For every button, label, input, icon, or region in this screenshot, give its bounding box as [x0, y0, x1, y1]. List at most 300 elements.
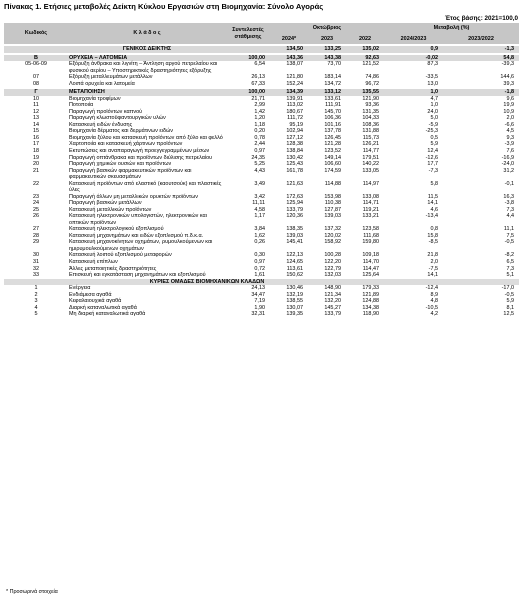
row-change-2024-2023: -12,6	[425, 154, 439, 161]
row-value-2023: 121,28	[324, 141, 341, 148]
row-change-2023-2022: 5,9	[506, 298, 515, 305]
row-change-2023-2022: 54,8	[443, 55, 519, 62]
header-sector: Κ λ ά δ ο ς	[68, 23, 226, 44]
row-change-2024-2023: 5,9	[430, 141, 439, 148]
row-value-2022: 114,77	[362, 147, 380, 154]
row-code: 16	[32, 134, 40, 141]
row-label: Ενέργεια	[69, 285, 91, 292]
row-value-2023: 120,02	[324, 232, 341, 239]
row-change-2024-2023: 5,0	[430, 115, 439, 122]
row-weight: 2,99	[254, 102, 265, 109]
row-value-2022: 115,73	[362, 134, 380, 141]
row-weight: 1,62	[254, 232, 265, 239]
row-change-2023-2022: 9,6	[506, 95, 515, 102]
row-code: 33	[32, 272, 40, 279]
header-change: Μεταβολή (%)	[384, 23, 519, 34]
row-change-2024-2023: 87,3	[427, 61, 439, 68]
row-code: 11	[33, 102, 39, 109]
row-change-2023-2022: 9,3	[506, 134, 515, 141]
row-label: Χαρτοποιία και κατασκευή χάρτινων προϊόντων	[69, 141, 183, 148]
row-label: Μη διαρκή καταναλωτικά αγαθά	[69, 311, 146, 318]
header-change-2023-2022: 2023/2022	[443, 34, 519, 44]
row-value-2024: 125,43	[286, 161, 303, 168]
row-change-2023-2022: -6,6	[504, 121, 515, 128]
row-change-2024-2023: 1,0	[430, 102, 439, 109]
row-label: Παραγωγή κλωστοϋφαντουργικών υλών	[69, 115, 166, 122]
row-weight: 1,42	[254, 108, 265, 115]
row-value-2022: 179,33	[362, 285, 380, 292]
row-code: 29	[32, 239, 40, 246]
row-change-2024-2023: 0,8	[430, 226, 439, 233]
row-value-2022: 108,36	[362, 121, 380, 128]
row-value-2023: 121,34	[324, 291, 341, 298]
row-value-2024: 161,78	[286, 167, 303, 174]
general-index-change-2: -1,3	[443, 46, 519, 53]
row-weight: 4,58	[254, 206, 265, 213]
row-label: Εξόρυξη άνθρακα και λιγνίτη – Άντληση αργού πετρελαίου και φυσικού αερίου – Υποστηρικτικές δραστηριότητες εξόρυξης	[69, 61, 218, 74]
table-row	[4, 61, 519, 74]
row-change-2023-2022: -0,1	[504, 180, 515, 187]
row-value-2023: 110,38	[324, 200, 341, 207]
row-value-2023: 174,59	[324, 167, 341, 174]
row-change-2024-2023: 4,8	[430, 298, 439, 305]
row-value-2024: 139,03	[286, 232, 303, 239]
row-change-2023-2022: 31,2	[503, 167, 515, 174]
row-value-2024: 172,63	[286, 193, 303, 200]
row-label: ΟΡΥΧΕΙΑ – ΛΑΤΟΜΕΙΑ	[68, 55, 226, 62]
row-weight: 67,33	[251, 80, 265, 87]
row-change-2023-2022: 39,3	[503, 80, 515, 87]
row-label: Βιομηχανία ξύλου και κατασκευή προϊόντων από ξύλο και φελλό	[69, 134, 223, 141]
row-value-2023: 149,14	[324, 154, 341, 161]
row-value-2023: 148,90	[324, 285, 341, 292]
row-code: 21	[32, 167, 40, 174]
row-change-2023-2022: 144,6	[500, 74, 515, 81]
row-change-2023-2022: 7,3	[506, 206, 515, 213]
row-change-2023-2022: 7,6	[506, 147, 515, 154]
row-value-2023: 133,79	[324, 311, 341, 318]
row-label: Παραγωγή άλλων μη μεταλλικών ορυκτών προϊόντων	[69, 193, 198, 200]
header-year-2024: 2024*	[270, 34, 308, 44]
row-weight: 6,54	[254, 61, 265, 68]
row-weight: 11,11	[252, 200, 265, 207]
row-code: Γ	[4, 89, 68, 96]
row-value-2023: 123,52	[324, 147, 341, 154]
row-weight: 0,97	[254, 259, 265, 265]
row-code: 31	[32, 259, 40, 265]
row-weight: 3,84	[254, 226, 265, 233]
row-label: Κατασκευή λοιπού εξοπλισμού μεταφορών	[69, 252, 172, 259]
row-change-2023-2022: -8,2	[504, 252, 515, 259]
row-value-2023: 133,12	[308, 89, 346, 96]
row-value-2022: 121,89	[362, 291, 380, 298]
row-weight: 0,20	[254, 128, 265, 135]
row-weight: 1,20	[254, 115, 265, 122]
row-value-2023: 139,03	[324, 213, 341, 220]
row-change-2024-2023: 12,4	[427, 147, 439, 154]
row-weight: 3,49	[254, 180, 265, 187]
row-value-2023: 158,92	[324, 239, 341, 246]
row-value-2022: 114,47	[362, 265, 380, 272]
table-row	[4, 239, 519, 252]
row-code: 20	[32, 161, 40, 168]
row-change-2024-2023: 11,5	[427, 193, 439, 200]
row-change-2024-2023: 24,0	[427, 108, 439, 115]
row-change-2023-2022: 2,0	[506, 115, 515, 122]
row-change-2024-2023: -13,4	[425, 213, 439, 220]
row-value-2022: 133,05	[362, 167, 380, 174]
row-value-2023: 145,27	[324, 304, 341, 311]
row-value-2024: 130,07	[286, 304, 303, 311]
row-value-2022: 123,58	[362, 226, 380, 233]
row-value-2022: 118,90	[362, 311, 380, 318]
row-code: 27	[32, 226, 40, 233]
row-value-2024: 138,55	[286, 298, 303, 305]
row-weight: 4,43	[254, 167, 265, 174]
row-change-2024-2023: -12,4	[425, 285, 439, 292]
row-label: Κατασκευή μηχανοκίνητων οχημάτων, ρυμουλκούμενων και ημιρυμουλκούμενων οχημάτων	[69, 239, 213, 252]
row-change-2024-2023: -10,5	[425, 304, 439, 311]
row-value-2023: 73,70	[327, 61, 341, 68]
row-change-2023-2022: 8,1	[506, 304, 515, 311]
row-label: ΜΕΤΑΠΟΙΗΣΗ	[68, 89, 226, 96]
row-change-2024-2023: 21,8	[427, 252, 439, 259]
row-value-2023: 143,38	[308, 55, 346, 62]
row-change-2024-2023: 14,1	[427, 200, 439, 207]
row-value-2022: 131,35	[362, 108, 380, 115]
footnote: * Προσωρινά στοιχεία	[6, 589, 58, 595]
turnover-table	[4, 23, 519, 318]
row-change-2024-2023: 4,6	[430, 206, 439, 213]
row-change-2023-2022: 5,1	[506, 272, 515, 279]
row-change-2023-2022: -3,9	[504, 141, 515, 148]
row-code: 13	[32, 115, 40, 122]
row-code: 26	[32, 213, 40, 220]
row-change-2024-2023: 5,8	[430, 180, 439, 187]
row-change-2024-2023: -8,5	[428, 239, 439, 246]
row-weight: 26,13	[251, 74, 265, 81]
row-label: Κατασκευή επίπλων	[69, 259, 118, 265]
row-label: Βιομηχανία τροφίμων	[69, 95, 121, 102]
row-value-2022: 126,21	[362, 141, 380, 148]
row-code: 17	[32, 141, 40, 148]
row-value-2023: 122,79	[324, 265, 341, 272]
general-index-2022: 135,02	[346, 46, 384, 53]
base-year-note: Έτος βάσης: 2021=100,0	[444, 15, 518, 22]
header-year-2022: 2022	[346, 34, 384, 44]
row-label: Παραγωγή οπτάνθρακα και προϊόντων διύλισης πετρελαίου	[69, 154, 213, 161]
table-row	[4, 213, 519, 226]
row-value-2024: 113,61	[286, 265, 303, 272]
row-value-2024: 121,80	[286, 74, 303, 81]
row-change-2023-2022: 7,5	[506, 232, 515, 239]
row-code: 10	[32, 95, 40, 102]
row-value-2023: 153,98	[324, 193, 341, 200]
row-value-2024: 127,12	[286, 134, 303, 141]
general-index-label: ΓΕΝΙΚΟΣ ΔΕΙΚΤΗΣ	[68, 46, 226, 53]
row-value-2023: 106,60	[324, 161, 341, 168]
row-value-2022: 124,88	[362, 298, 380, 305]
row-value-2024: 138,84	[286, 147, 303, 154]
row-change-2023-2022: 12,5	[503, 311, 515, 318]
row-value-2024: 102,94	[286, 128, 303, 135]
row-label: Ενδιάμεσα αγαθά	[69, 291, 112, 298]
row-weight: 24,35	[251, 154, 265, 161]
row-value-2024: 113,02	[286, 102, 303, 109]
row-change-2023-2022: 7,3	[506, 265, 515, 272]
row-value-2022: 121,52	[362, 61, 380, 68]
row-label: Διαρκή καταναλωτικά αγαθά	[69, 304, 137, 311]
row-weight: 1,17	[254, 213, 265, 220]
row-value-2024: 134,39	[270, 89, 308, 96]
row-change-2024-2023: -7,3	[428, 167, 439, 174]
row-weight: 0,30	[254, 252, 265, 259]
row-weight: 7,19	[254, 298, 265, 305]
row-change-2024-2023: 1,0	[384, 89, 443, 96]
row-value-2024: 138,07	[286, 61, 303, 68]
row-code: 15	[32, 128, 40, 135]
row-value-2024: 124,65	[286, 259, 303, 265]
row-change-2024-2023: -7,5	[428, 265, 439, 272]
row-value-2022: 114,97	[362, 180, 380, 187]
row-label: Παραγωγή βασικών μετάλλων	[69, 200, 142, 207]
row-value-2023: 122,20	[324, 259, 341, 265]
row-code: 5	[34, 311, 38, 318]
row-change-2023-2022: -0,5	[504, 291, 515, 298]
row-value-2024: 152,24	[286, 80, 303, 87]
row-label: Κεφαλαιουχικά αγαθά	[69, 298, 122, 305]
row-code: 19	[32, 154, 40, 161]
row-value-2022: 134,38	[362, 304, 380, 311]
row-value-2022: 133,08	[362, 193, 380, 200]
row-label: Παραγωγή βασικών φαρμακευτικών προϊόντων και φαρμακευτικών σκευασμάτων	[69, 167, 192, 181]
row-change-2023-2022: 4,5	[506, 128, 515, 135]
row-change-2023-2022: -0,5	[504, 239, 515, 246]
row-code: 18	[32, 147, 40, 154]
row-value-2022: 140,22	[362, 161, 380, 168]
row-code: 32	[32, 265, 40, 272]
row-weight: 3,42	[254, 193, 265, 200]
row-value-2022: 125,64	[362, 272, 380, 279]
header-change-2024-2023: 2024/2023	[384, 34, 443, 44]
row-code: 23	[32, 193, 40, 200]
row-code: B	[4, 55, 68, 62]
row-value-2022: 119,21	[362, 206, 380, 213]
header-weights: Συντελεστές στάθμισης	[226, 23, 270, 44]
row-label: Εξόρυξη μεταλλευμάτων μετάλλων	[69, 74, 153, 81]
row-value-2024: 139,35	[286, 311, 303, 318]
row-weight: 0,72	[254, 265, 265, 272]
row-change-2024-2023: 4,2	[430, 311, 439, 318]
row-weight: 24,13	[251, 285, 265, 292]
row-value-2024: 121,63	[286, 180, 303, 187]
row-value-2023: 106,36	[324, 115, 341, 122]
row-change-2023-2022: 10,9	[503, 108, 515, 115]
row-value-2022: 114,71	[362, 200, 380, 207]
row-weight: 21,71	[251, 95, 265, 102]
row-value-2024: 180,67	[286, 108, 303, 115]
row-change-2023-2022: -3,8	[504, 200, 515, 207]
row-value-2023: 134,72	[324, 80, 341, 87]
row-change-2023-2022: 19,9	[503, 102, 515, 109]
row-label: Κατασκευή ηλεκτρονικών υπολογιστών, ηλεκτρονικών και οπτικών προϊόντων	[69, 213, 207, 226]
row-label: Εκτυπώσεις και αναπαραγωγή προεγγεγραμμένων μέσων	[69, 147, 210, 154]
row-value-2022: 179,51	[362, 154, 380, 161]
row-change-2023-2022: -16,9	[501, 154, 515, 161]
row-value-2022: 74,86	[365, 74, 380, 81]
row-code: 14	[32, 121, 40, 128]
row-change-2023-2022: 6,5	[506, 259, 515, 265]
row-value-2022: 111,68	[363, 232, 380, 239]
row-change-2024-2023: 14,1	[427, 272, 439, 279]
row-change-2024-2023: 13,0	[427, 80, 439, 87]
row-code: 28	[32, 232, 40, 239]
row-code: 25	[32, 206, 40, 213]
row-weight: 5,25	[254, 161, 265, 168]
row-code: 07	[32, 74, 40, 81]
row-change-2023-2022: -17,0	[501, 285, 515, 292]
row-value-2024: 128,38	[286, 141, 303, 148]
row-weight: 1,90	[254, 304, 265, 311]
row-label: Άλλες μεταποιητικές δραστηριότητες	[69, 265, 157, 272]
row-value-2022: 109,18	[362, 252, 380, 259]
row-value-2022: 92,63	[346, 55, 384, 62]
row-change-2024-2023: 0,5	[430, 134, 439, 141]
row-change-2023-2022: -39,3	[501, 61, 515, 68]
row-value-2024: 138,35	[286, 226, 303, 233]
row-value-2022: 121,90	[362, 95, 380, 102]
row-weight: 100,00	[226, 89, 270, 96]
row-value-2022: 159,80	[362, 239, 380, 246]
row-weight: 2,44	[254, 141, 265, 148]
row-value-2022: 135,55	[346, 89, 384, 96]
row-value-2023: 137,78	[324, 128, 341, 135]
row-value-2024: 150,62	[286, 272, 303, 279]
row-weight: 0,78	[254, 134, 265, 141]
row-change-2024-2023: 8,9	[430, 291, 439, 298]
row-value-2023: 100,28	[324, 252, 341, 259]
row-label: Κατασκευή ηλεκτρολογικού εξοπλισμού	[69, 226, 164, 233]
row-change-2024-2023: 15,8	[427, 232, 439, 239]
row-value-2024: 133,79	[286, 206, 303, 213]
row-value-2023: 145,70	[324, 108, 341, 115]
row-change-2024-2023: -5,9	[428, 121, 439, 128]
row-weight: 34,47	[251, 291, 265, 298]
row-change-2024-2023: -33,5	[425, 74, 439, 81]
groups-title: ΚΥΡΙΕΣ ΟΜΑΔΕΣ ΒΙΟΜΗΧΑΝΙΚΩΝ ΚΛΑΔΩΝ	[68, 279, 346, 286]
row-value-2023: 114,88	[324, 180, 341, 187]
row-weight: 0,97	[254, 147, 265, 154]
row-label: Επισκευή και εγκατάσταση μηχανημάτων και εξοπλισμού	[69, 272, 206, 279]
row-weight: 0,26	[254, 239, 265, 246]
row-value-2022: 133,21	[362, 213, 380, 220]
header-year-2023: 2023	[308, 34, 346, 44]
table-row	[4, 181, 519, 194]
table-row	[4, 311, 519, 318]
row-code: 22	[32, 180, 40, 187]
row-value-2024: 143,36	[270, 55, 308, 62]
row-code: 1	[34, 285, 38, 292]
row-change-2024-2023: 2,0	[430, 259, 439, 265]
row-value-2024: 111,72	[287, 115, 303, 122]
row-value-2024: 122,13	[286, 252, 303, 259]
row-change-2023-2022: -1,8	[443, 89, 519, 96]
row-label: Κατασκευή προϊόντων από ελαστικό (καουτσούκ) και πλαστικές ύλες	[69, 180, 222, 194]
row-change-2023-2022: -24,0	[501, 161, 515, 168]
row-label: Ποτοποιία	[69, 102, 94, 109]
row-change-2023-2022: 4,4	[506, 213, 515, 220]
row-change-2024-2023: -25,3	[425, 128, 439, 135]
row-value-2023: 137,32	[324, 226, 341, 233]
row-code: 12	[32, 108, 40, 115]
row-label: Κατασκευή μηχανημάτων και ειδών εξοπλισμού π.δ.κ.α.	[69, 232, 204, 239]
row-value-2023: 133,61	[324, 95, 341, 102]
row-label: Κατασκευή μεταλλικών προϊόντων	[69, 206, 152, 213]
row-code: 30	[32, 252, 40, 259]
row-value-2023: 111,91	[325, 102, 341, 109]
header-row	[4, 23, 519, 34]
row-value-2024: 139,91	[286, 95, 303, 102]
row-code: 05-06-09	[25, 61, 47, 68]
row-value-2024: 145,41	[286, 239, 303, 246]
row-code: 08	[32, 80, 40, 87]
row-change-2024-2023: 4,7	[430, 95, 439, 102]
row-value-2022: 104,33	[362, 115, 380, 122]
row-change-2023-2022: 16,3	[503, 193, 515, 200]
row-value-2024: 130,46	[286, 285, 303, 292]
row-code: 24	[32, 200, 40, 207]
table-row	[4, 168, 519, 181]
row-change-2024-2023: 17,7	[427, 161, 439, 168]
row-weight: 1,61	[254, 272, 265, 279]
row-label: Λοιπά ορυχεία και λατομεία	[69, 80, 135, 87]
row-value-2023: 126,45	[324, 134, 341, 141]
row-value-2023: 101,16	[324, 121, 341, 128]
header-october: Οκτώβριος	[270, 23, 384, 34]
row-label: Παραγωγή χημικών ουσιών και προϊόντων	[69, 161, 172, 168]
row-value-2024: 120,36	[286, 213, 303, 220]
row-value-2023: 132,20	[324, 298, 341, 305]
row-value-2024: 95,19	[289, 121, 303, 128]
row-value-2022: 96,72	[365, 80, 380, 87]
general-index-change-1: 0,9	[384, 46, 443, 53]
row-weight: 1,18	[254, 121, 265, 128]
row-label: Παραγωγή προϊόντων καπνού	[69, 108, 143, 115]
row-value-2024: 130,42	[286, 154, 303, 161]
header-code: Κωδικός	[4, 23, 68, 44]
row-weight: 100,00	[226, 55, 270, 62]
page-title: Πίνακας 1. Ετήσιες μεταβολές Δείκτη Κύκλου Εργασιών στη Βιομηχανία: Σύνολο Αγοράς	[4, 2, 324, 11]
row-label: Βιομηχανία δέρματος και δερμάτινων ειδών	[69, 128, 174, 135]
row-change-2024-2023: -0,02	[384, 55, 443, 62]
row-code: 2	[34, 291, 38, 298]
general-index-2023: 133,25	[308, 46, 346, 53]
row-change-2023-2022: 11,1	[503, 226, 515, 233]
row-value-2023: 183,14	[324, 74, 341, 81]
table-body	[4, 44, 519, 318]
row-label: Κατασκευή ειδών ένδυσης	[69, 121, 133, 128]
row-code: 4	[34, 304, 38, 311]
row-value-2022: 114,70	[362, 259, 380, 265]
row-value-2023: 127,87	[324, 206, 341, 213]
row-value-2024: 125,94	[286, 200, 303, 207]
row-code: 3	[34, 298, 38, 305]
row-value-2023: 132,03	[324, 272, 341, 279]
row-value-2022: 93,36	[365, 102, 380, 109]
row-value-2024: 132,19	[286, 291, 303, 298]
general-index-2024: 134,50	[270, 46, 308, 53]
row-value-2022: 131,88	[362, 128, 380, 135]
